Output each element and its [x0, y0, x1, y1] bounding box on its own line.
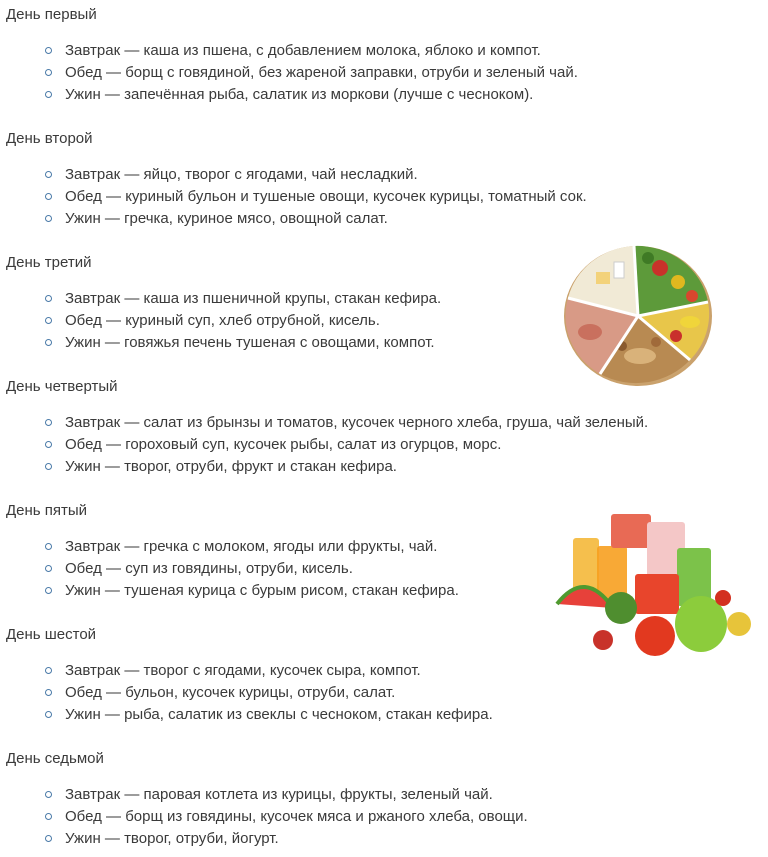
bullet-icon: [45, 317, 52, 324]
meal-text: Обед — куриный суп, хлеб отрубной, кисель.: [65, 312, 380, 329]
meal-lunch: [0, 186, 587, 208]
meal-text: Обед — бульон, кусочек курицы, отруби, салат.: [65, 684, 396, 701]
meal-dinner: [0, 704, 493, 726]
bullet-icon: [45, 91, 52, 98]
meal-text: Завтрак — паровая котлета из курицы, фрукты, зеленый чай.: [65, 786, 493, 803]
meal-dinner: [0, 332, 441, 354]
meal-list: [0, 660, 493, 726]
meal-text: Ужин — тушеная курица с бурым рисом, стакан кефира.: [65, 582, 459, 599]
apple-shape: [670, 330, 682, 342]
meal-text: Завтрак — яйцо, творог с ягодами, чай несладкий.: [65, 166, 418, 183]
day-title: День первый: [6, 6, 97, 23]
day-title: День седьмой: [6, 750, 104, 767]
fruit-juice-image: [555, 508, 753, 660]
bread-shape: [624, 348, 656, 364]
tomato-shape: [635, 616, 675, 656]
bullet-icon: [45, 667, 52, 674]
radish-shape: [686, 290, 698, 302]
day-title: День шестой: [6, 626, 97, 643]
bullet-icon: [45, 543, 52, 550]
meal-text: Завтрак — каша из пшеничной крупы, стакан кефира.: [65, 290, 442, 307]
meal-list: [0, 288, 441, 354]
meal-lunch: [0, 806, 528, 828]
meal-text: Завтрак — салат из брынзы и томатов, кусочек черного хлеба, груша, чай зеленый.: [65, 414, 649, 431]
meal-breakfast: [0, 412, 648, 434]
meat-piece-shape: [578, 324, 602, 340]
day-title: День второй: [6, 130, 93, 147]
bullet-icon: [45, 791, 52, 798]
meal-text: Обед — борщ с говядиной, без жареной заправки, отруби и зеленый чай.: [65, 64, 578, 81]
meal-text: Ужин — творог, отруби, йогурт.: [65, 830, 279, 847]
meal-text: Обед — борщ из говядины, кусочек мяса и ржаного хлеба, овощи.: [65, 808, 528, 825]
meal-text: Завтрак — каша из пшена, с добавлением молока, яблоко и компот.: [65, 42, 541, 59]
banana-shape: [680, 316, 700, 328]
pear-shape: [727, 612, 751, 636]
day-title: День пятый: [6, 502, 88, 519]
meal-text: Ужин — говяжья печень тушеная с овощами, компот.: [65, 334, 435, 351]
bullet-icon: [45, 565, 52, 572]
bullet-icon: [45, 587, 52, 594]
meal-text: Обед — куриный бульон и тушеные овощи, кусочек курицы, томатный сок.: [65, 188, 587, 205]
meal-breakfast: [0, 40, 578, 62]
meal-text: Завтрак — гречка с молоком, ягоды или фрукты, чай.: [65, 538, 438, 555]
bullet-icon: [45, 463, 52, 470]
meal-dinner: [0, 84, 578, 106]
day-title: День четвертый: [6, 378, 118, 395]
tomato-shape: [652, 260, 668, 276]
meal-lunch: [0, 310, 441, 332]
meal-text: Обед — суп из говядины, отруби, кисель.: [65, 560, 353, 577]
meal-text: Завтрак — творог с ягодами, кусочек сыра, компот.: [65, 662, 421, 679]
tomato-juice-glass-shape: [635, 574, 679, 614]
meal-dinner: [0, 456, 648, 478]
meal-breakfast: [0, 288, 441, 310]
meal-dinner: [0, 580, 459, 602]
bullet-icon: [45, 711, 52, 718]
bullet-icon: [45, 835, 52, 842]
meal-text: Ужин — гречка, куриное мясо, овощной салат.: [65, 210, 388, 227]
bullet-icon: [45, 813, 52, 820]
bullet-icon: [45, 69, 52, 76]
meal-lunch: [0, 682, 493, 704]
pepper-shape: [671, 275, 685, 289]
meal-list: [0, 784, 528, 850]
meal-lunch: [0, 558, 459, 580]
meal-breakfast: [0, 536, 459, 558]
broccoli-shape: [642, 252, 654, 264]
meal-text: Обед — гороховый суп, кусочек рыбы, салат из огурцов, морс.: [65, 436, 502, 453]
meal-breakfast: [0, 660, 493, 682]
bullet-icon: [45, 339, 52, 346]
meal-lunch: [0, 62, 578, 84]
meal-list: [0, 164, 587, 230]
bullet-icon: [45, 193, 52, 200]
meal-dinner: [0, 208, 587, 230]
meal-list: [0, 536, 459, 602]
strawberry-shape: [593, 630, 613, 650]
nuts-shape: [651, 337, 661, 347]
milk-shape: [614, 262, 624, 278]
pepper-shape: [715, 590, 731, 606]
meal-breakfast: [0, 164, 587, 186]
meal-text: Ужин — рыба, салатик из свеклы с чесноком, стакан кефира.: [65, 706, 493, 723]
food-pie-image: [560, 240, 716, 390]
berry-smoothie-glass-shape: [611, 514, 651, 548]
meal-text: Ужин — запечённая рыба, салатик из моркови (лучше с чесноком).: [65, 86, 534, 103]
day-title: День третий: [6, 254, 92, 271]
broccoli-shape: [605, 592, 637, 624]
meal-breakfast: [0, 784, 528, 806]
cheese-shape: [596, 272, 610, 284]
meal-list: [0, 40, 578, 106]
bullet-icon: [45, 215, 52, 222]
bullet-icon: [45, 689, 52, 696]
bullet-icon: [45, 295, 52, 302]
bullet-icon: [45, 171, 52, 178]
meal-lunch: [0, 434, 648, 456]
meal-dinner: [0, 828, 528, 850]
meal-text: Ужин — творог, отруби, фрукт и стакан кефира.: [65, 458, 397, 475]
bullet-icon: [45, 419, 52, 426]
bullet-icon: [45, 47, 52, 54]
bullet-icon: [45, 441, 52, 448]
meal-list: [0, 412, 648, 478]
